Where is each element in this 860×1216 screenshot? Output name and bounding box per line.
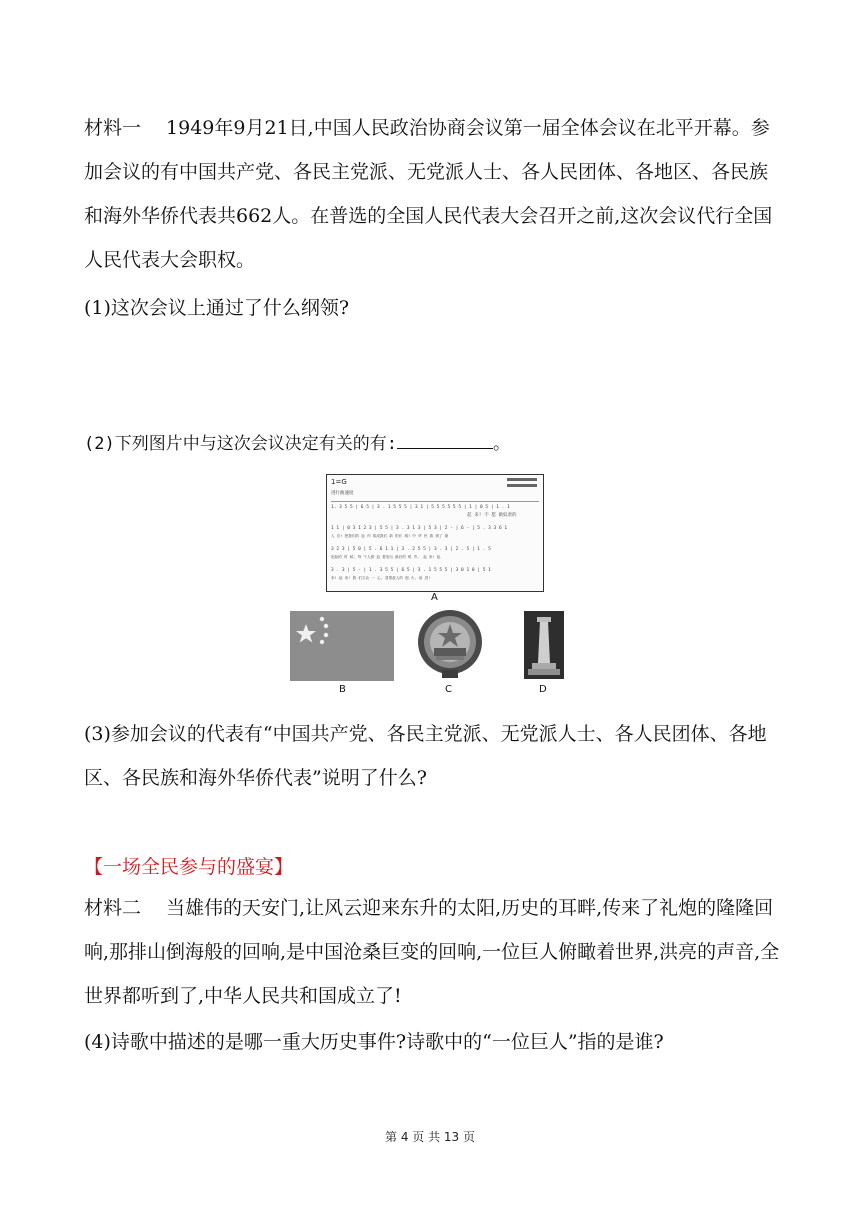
svg-text:3 2 3 | 5 0 | 5 . 6 1 1 | 3 .: 3 2 3 | 5 0 | 5 . 6 1 1 | 3 . 2 5 5 | 3 . 3 | 2 . 5 | 1 . 5 xyxy=(331,547,491,552)
answer-blank[interactable] xyxy=(397,430,493,449)
score-title: 进行曲速度 xyxy=(331,491,354,496)
question-3: (3)参加会议的代表有“中国共产党、各民主党派、无党派人士、各人民团体、各地区、各民族和海外华侨代表”说明了什么? xyxy=(84,723,767,789)
question-2 xyxy=(84,422,784,466)
score-lyric-4: 来! 起 来! 我 们万众 一 心, 冒着敌人的 炮 火, 前 进! xyxy=(331,576,431,580)
monument-image xyxy=(524,611,564,679)
section-heading: 【一场全民参与的盛宴】 xyxy=(84,856,294,878)
figure-a-label: A xyxy=(431,592,438,603)
material-two-paragraph: 材料二 当雄伟的天安门,让风云迎来东升的太阳,历史的耳畔,传来了礼炮的隆隆回响,那排山倒海般的回响,是中国沧桑巨变的回响,一位巨人俯瞰着世界,洪亮的声音,全世界都听到了,中华人民共和国成立了! xyxy=(84,897,780,1007)
svg-text:1 1 | 0 3 1 2 3 | 5 5 | 3 . 3: 1 1 | 0 3 1 2 3 | 5 5 | 3 . 3 1 3 | 5 3 | 2 - | 6 - | 5 . 3 3 6 1 xyxy=(331,526,508,531)
emblem-drawing xyxy=(416,608,484,680)
score-lyric-1: 起 来! 不 愿 做奴隶的 xyxy=(467,513,517,518)
page-footer: 第 4 页 共 13 页 xyxy=(385,1130,475,1144)
question-2-end: 。 xyxy=(492,434,510,454)
material-one-paragraph: 材料一 1949年9月21日,中国人民政治协商会议第一届全体会议在北平开幕。参加会议的有中国共产党、各民主党派、无党派人士、各人民团体、各地区、各民族和海外华侨代表共662人。在普选的全国人民代表大会召开之前,这次会议代行全国人民代表大会职权。 xyxy=(84,117,773,271)
score-lyric-3: 危险的 时 候, 每 个人被 迫 着发出 最后的 吼 声。 起 来! 起 xyxy=(331,555,441,559)
figure-b-label: B xyxy=(339,684,346,695)
figure-d-label: D xyxy=(539,684,547,695)
question-1: (1)这次会议上通过了什么纲领? xyxy=(84,297,350,319)
score-lyric-2: 人 们! 把我们的 血 肉 筑成我们 新 的长 城! 中 华 民 族 到了 最 xyxy=(331,534,449,538)
question-2-text: (2)下列图片中与这次会议决定有关的有: xyxy=(84,434,397,454)
score-key: 1=G xyxy=(331,478,347,486)
question-4: (4)诗歌中描述的是哪一重大历史事件?诗歌中的“一位巨人”指的是谁? xyxy=(84,1031,664,1053)
national-flag-image xyxy=(290,611,394,681)
svg-text:1. 3 5 5 | 6 5 | 3 . 1 5 5 5 |: 1. 3 5 5 | 6 5 | 3 . 1 5 5 5 | 3 1 | 5 5 5 5 5 5 | 1 | 0 5 | 1 . 1 xyxy=(331,505,510,510)
anthem-score-image xyxy=(326,474,544,592)
svg-text:3 . 3 | 5 - | 1 . 3 5 5 | 6 5: 3 . 3 | 5 - | 1 . 3 5 5 | 6 5 | 3 . 1 5 5 5 | 3 0 1 0 | 5 1 xyxy=(331,568,491,573)
national-emblem-image xyxy=(416,608,484,680)
score-drawing xyxy=(327,475,543,591)
monument-drawing xyxy=(524,611,564,679)
flag-stars xyxy=(290,611,394,681)
figure-c-label: C xyxy=(445,684,452,695)
